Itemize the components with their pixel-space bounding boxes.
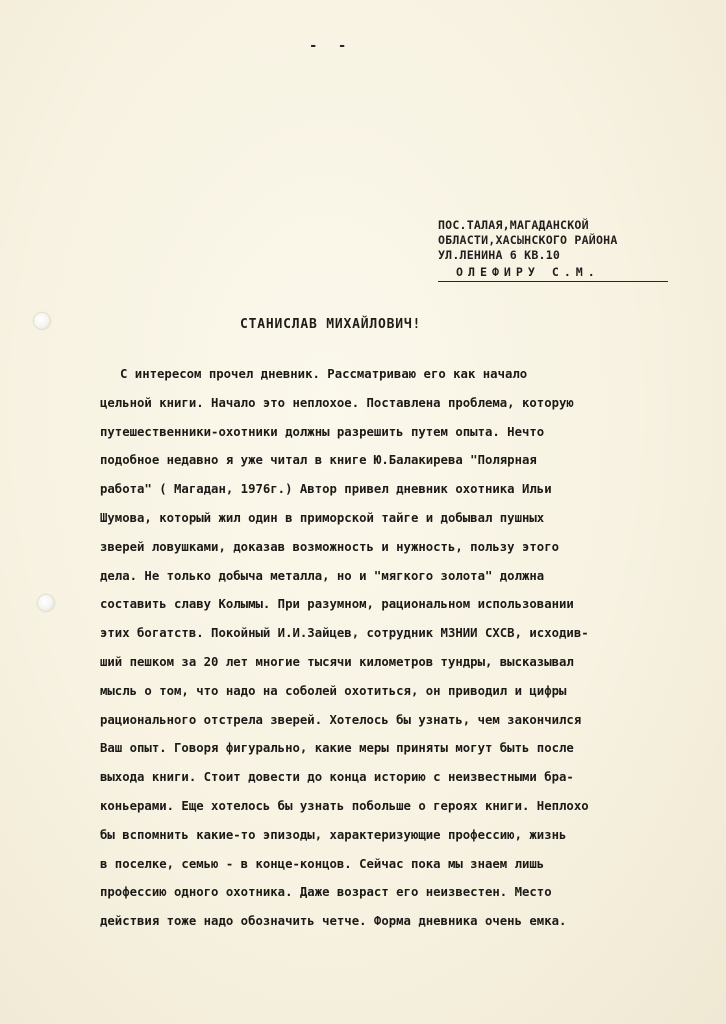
recipient-name: ОЛЕФИРУ С.М. <box>438 265 668 282</box>
body-line: цельной книги. Начало это неплохое. Поставлена проблема, которую <box>100 395 574 410</box>
body-line: этих богатств. Покойный И.И.Зайцев, сотрудник МЗНИИ СХСВ, исходив- <box>100 626 589 641</box>
body-line: С интересом прочел дневник. Рассматриваю его как начало <box>120 367 528 381</box>
address-line: ОБЛАСТИ,ХАСЫНСКОГО РАЙОНА <box>438 233 618 247</box>
punch-hole <box>34 313 50 329</box>
body-line: действия тоже надо обозначить четче. Форма дневника очень емка. <box>100 914 567 929</box>
body-line: работа" ( Магадан, 1976г.) Автор привел дневник охотника Ильи <box>100 482 552 497</box>
address-line: ПОС.ТАЛАЯ,МАГАДАНСКОЙ <box>438 218 589 232</box>
body-line: рационального отстрела зверей. Хотелось бы узнать, чем закончился <box>100 712 582 727</box>
recipient-address-block <box>438 218 678 282</box>
page-mark: - - <box>309 38 353 54</box>
salutation: СТАНИСЛАВ МИХАЙЛОВИЧ! <box>240 317 422 332</box>
body-line: мысль о том, что надо на соболей охотиться, он приводил и цифры <box>100 683 567 698</box>
body-line: подобное недавно я уже читал в книге Ю.Балакирева "Полярная <box>100 453 537 468</box>
punch-hole <box>38 595 54 611</box>
body-line: зверей ловушками, доказав возможность и нужность, пользу этого <box>100 539 560 554</box>
body-line: составить славу Колымы. При разумном, рациональном использовании <box>100 597 574 612</box>
address-line: УЛ.ЛЕНИНА 6 КВ.10 <box>438 248 561 262</box>
body-line: ший пешком за 20 лет многие тысячи километров тундры, высказывал <box>100 654 574 669</box>
letter-body <box>100 360 680 936</box>
body-line: профессию одного охотника. Даже возраст его неизвестен. Место <box>100 885 552 900</box>
body-line: выхода книги. Стоит довести до конца историю с неизвестными бра- <box>100 770 574 785</box>
body-line: дела. Не только добыча металла, но и "мягкого золота" должна <box>100 568 545 583</box>
body-line: Шумова, который жил один в приморской тайге и добывал пушных <box>100 510 545 525</box>
body-line: Ваш опыт. Говоря фигурально, какие меры приняты могут быть после <box>100 741 574 756</box>
body-line: коньерами. Еще хотелось бы узнать побольше о героях книги. Неплохо <box>100 798 589 813</box>
body-line: путешественники-охотники должны разрешить путем опыта. Нечто <box>100 424 545 439</box>
body-line: бы вспомнить какие-то эпизоды, характеризующие профессию, жизнь <box>100 827 567 842</box>
body-line: в поселке, семью - в конце-концов. Сейчас пока мы знаем лишь <box>100 856 545 871</box>
